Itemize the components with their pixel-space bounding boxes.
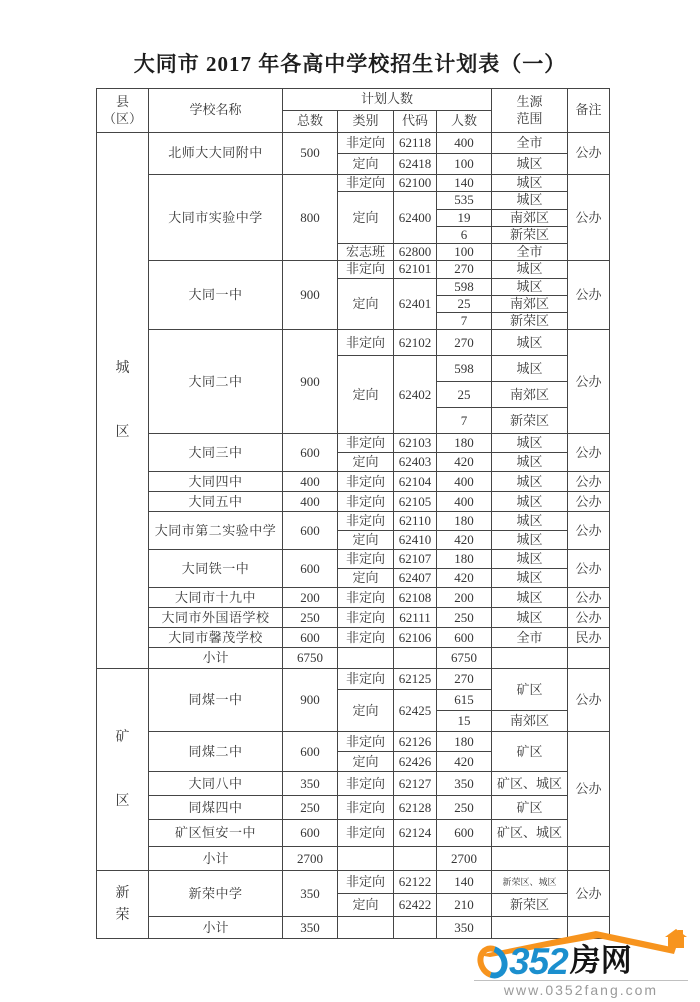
school-name-cell: 大同四中 <box>149 472 283 492</box>
count-cell: 600 <box>437 820 492 847</box>
count-cell: 140 <box>437 871 492 894</box>
header-count: 人数 <box>437 111 492 133</box>
code-cell: 62106 <box>394 628 437 648</box>
logo-url: www.0352fang.com <box>474 980 688 998</box>
category-cell: 非定向 <box>338 175 394 192</box>
table-row <box>97 772 610 796</box>
school-name-cell: 新荣中学 <box>149 871 283 917</box>
scope-cell: 城区 <box>492 330 568 356</box>
scope-cell: 南郊区 <box>492 209 568 226</box>
scope-cell: 城区 <box>492 434 568 453</box>
category-cell: 定向 <box>338 894 394 917</box>
count-cell: 270 <box>437 261 492 278</box>
header-category: 类别 <box>338 111 394 133</box>
table-row <box>97 472 610 492</box>
subtotal-label-cell: 小计 <box>149 648 283 669</box>
code-cell: 62105 <box>394 492 437 512</box>
remark-cell: 公办 <box>568 434 610 472</box>
total-cell: 350 <box>283 871 338 917</box>
code-cell: 62403 <box>394 453 437 472</box>
header-scope <box>492 89 568 133</box>
subtotal-row <box>97 648 610 669</box>
category-cell: 定向 <box>338 690 394 732</box>
enrollment-table-body <box>97 133 610 939</box>
total-cell: 500 <box>283 133 338 175</box>
count-cell: 400 <box>437 492 492 512</box>
total-cell: 900 <box>283 261 338 330</box>
count-cell: 140 <box>437 175 492 192</box>
scope-cell: 矿区、城区 <box>492 772 568 796</box>
count-cell: 180 <box>437 434 492 453</box>
count-cell: 180 <box>437 732 492 752</box>
scope-cell: 矿区、城区 <box>492 820 568 847</box>
scope-cell: 城区 <box>492 608 568 628</box>
total-cell: 600 <box>283 628 338 648</box>
code-cell: 62127 <box>394 772 437 796</box>
scope-cell: 矿区 <box>492 669 568 711</box>
subtotal-row <box>97 847 610 871</box>
school-name-cell: 大同一中 <box>149 261 283 330</box>
scope-cell: 新荣区 <box>492 408 568 434</box>
scope-cell: 城区 <box>492 356 568 382</box>
code-cell: 62122 <box>394 871 437 894</box>
header-scope-line2: 范围 <box>516 110 543 126</box>
category-cell: 宏志班 <box>338 244 394 261</box>
category-cell: 定向 <box>338 192 394 244</box>
code-cell: 62128 <box>394 796 437 820</box>
table-row <box>97 608 610 628</box>
school-name-cell: 矿区恒安一中 <box>149 820 283 847</box>
code-cell: 62111 <box>394 608 437 628</box>
scope-cell: 南郊区 <box>492 295 568 312</box>
subtotal-scope-cell <box>492 847 568 871</box>
header-plan-group: 计划人数 <box>283 89 492 111</box>
table-row <box>97 261 610 278</box>
subtotal-label-cell: 小计 <box>149 847 283 871</box>
scope-cell: 城区 <box>492 492 568 512</box>
total-cell: 600 <box>283 820 338 847</box>
code-cell: 62118 <box>394 133 437 154</box>
category-cell: 非定向 <box>338 512 394 531</box>
count-cell: 400 <box>437 472 492 492</box>
count-cell: 600 <box>437 628 492 648</box>
school-name-cell: 大同铁一中 <box>149 550 283 588</box>
district-cell: 城 区 <box>97 133 149 669</box>
subtotal-count-cell: 350 <box>437 917 492 939</box>
subtotal-category-cell <box>338 917 394 939</box>
scope-cell: 新荣区 <box>492 313 568 330</box>
school-name-cell: 同煤二中 <box>149 732 283 772</box>
header-school-name: 学校名称 <box>149 89 283 133</box>
category-cell: 定向 <box>338 154 394 175</box>
school-name-cell: 大同八中 <box>149 772 283 796</box>
school-name-cell: 大同市实验中学 <box>149 175 283 261</box>
scope-cell: 矿区 <box>492 796 568 820</box>
remark-cell: 公办 <box>568 871 610 917</box>
total-cell: 600 <box>283 550 338 588</box>
category-cell: 非定向 <box>338 628 394 648</box>
count-cell: 350 <box>437 772 492 796</box>
code-cell: 62400 <box>394 192 437 244</box>
count-cell: 100 <box>437 244 492 261</box>
code-cell: 62422 <box>394 894 437 917</box>
scope-cell: 城区 <box>492 175 568 192</box>
count-cell: 400 <box>437 133 492 154</box>
page-title: 大同市 2017 年各高中学校招生计划表（一） <box>133 52 567 76</box>
subtotal-total-cell: 6750 <box>283 648 338 669</box>
code-cell: 62407 <box>394 569 437 588</box>
scope-cell: 全市 <box>492 133 568 154</box>
scope-cell: 新荣区 <box>492 894 568 917</box>
remark-cell: 民办 <box>568 628 610 648</box>
count-cell: 19 <box>437 209 492 226</box>
school-name-cell: 大同市馨茂学校 <box>149 628 283 648</box>
logo-text <box>478 943 632 980</box>
category-cell: 定向 <box>338 356 394 434</box>
category-cell: 非定向 <box>338 434 394 453</box>
code-cell: 62110 <box>394 512 437 531</box>
table-row <box>97 550 610 569</box>
table-row <box>97 871 610 894</box>
total-cell: 600 <box>283 512 338 550</box>
count-cell: 6 <box>437 226 492 243</box>
remark-cell: 公办 <box>568 732 610 847</box>
enrollment-table <box>96 88 610 939</box>
total-cell: 400 <box>283 472 338 492</box>
remark-cell: 公办 <box>568 175 610 261</box>
count-cell: 7 <box>437 313 492 330</box>
header-district <box>97 89 149 133</box>
category-cell: 定向 <box>338 531 394 550</box>
code-cell: 62125 <box>394 669 437 690</box>
category-cell: 非定向 <box>338 588 394 608</box>
count-cell: 270 <box>437 669 492 690</box>
header-code: 代码 <box>394 111 437 133</box>
count-cell: 25 <box>437 295 492 312</box>
scope-cell: 城区 <box>492 261 568 278</box>
code-cell: 62425 <box>394 690 437 732</box>
code-cell: 62126 <box>394 732 437 752</box>
count-cell: 200 <box>437 588 492 608</box>
code-cell: 62402 <box>394 356 437 434</box>
count-cell: 7 <box>437 408 492 434</box>
school-name-cell: 大同市第二实验中学 <box>149 512 283 550</box>
logo-cn-text: 房网 <box>569 943 632 979</box>
code-cell: 62101 <box>394 261 437 278</box>
logo <box>472 927 694 999</box>
code-cell: 62426 <box>394 752 437 772</box>
subtotal-remark-cell <box>568 847 610 871</box>
category-cell: 非定向 <box>338 772 394 796</box>
subtotal-count-cell: 2700 <box>437 847 492 871</box>
count-cell: 598 <box>437 278 492 295</box>
school-name-cell: 大同市外国语学校 <box>149 608 283 628</box>
school-name-cell: 大同市十九中 <box>149 588 283 608</box>
code-cell: 62104 <box>394 472 437 492</box>
total-cell: 600 <box>283 732 338 772</box>
code-cell: 62100 <box>394 175 437 192</box>
subtotal-total-cell: 2700 <box>283 847 338 871</box>
header-district-line1: 县 <box>115 94 129 110</box>
scope-cell: 城区 <box>492 569 568 588</box>
category-cell: 非定向 <box>338 550 394 569</box>
category-cell: 非定向 <box>338 608 394 628</box>
category-cell: 非定向 <box>338 133 394 154</box>
code-cell: 62124 <box>394 820 437 847</box>
enrollment-table-container <box>96 88 610 939</box>
scope-cell: 城区 <box>492 588 568 608</box>
remark-cell: 公办 <box>568 261 610 330</box>
category-cell: 非定向 <box>338 472 394 492</box>
category-cell: 非定向 <box>338 492 394 512</box>
count-cell: 420 <box>437 453 492 472</box>
scope-cell: 南郊区 <box>492 382 568 408</box>
code-cell: 62401 <box>394 278 437 330</box>
count-cell: 25 <box>437 382 492 408</box>
header-total: 总数 <box>283 111 338 133</box>
total-cell: 900 <box>283 669 338 732</box>
remark-cell: 公办 <box>568 608 610 628</box>
district-cell: 新 荣 <box>97 871 149 939</box>
code-cell: 62418 <box>394 154 437 175</box>
scope-cell: 城区 <box>492 472 568 492</box>
scope-cell: 城区 <box>492 453 568 472</box>
header-scope-line1: 生源 <box>516 94 543 110</box>
count-cell: 270 <box>437 330 492 356</box>
category-cell: 非定向 <box>338 732 394 752</box>
total-cell: 400 <box>283 492 338 512</box>
subtotal-total-cell: 350 <box>283 917 338 939</box>
scope-cell: 新荣区、城区 <box>492 871 568 894</box>
subtotal-code-cell <box>394 648 437 669</box>
count-cell: 180 <box>437 512 492 531</box>
school-name-cell: 北师大大同附中 <box>149 133 283 175</box>
header-remark: 备注 <box>568 89 610 133</box>
table-row <box>97 512 610 531</box>
total-cell: 600 <box>283 434 338 472</box>
category-cell: 定向 <box>338 453 394 472</box>
remark-cell: 公办 <box>568 512 610 550</box>
table-row <box>97 588 610 608</box>
table-row <box>97 330 610 356</box>
category-cell: 定向 <box>338 278 394 330</box>
school-name-cell: 大同二中 <box>149 330 283 434</box>
scope-cell: 全市 <box>492 244 568 261</box>
count-cell: 250 <box>437 796 492 820</box>
scope-cell: 城区 <box>492 550 568 569</box>
category-cell: 非定向 <box>338 796 394 820</box>
district-cell: 矿 区 <box>97 669 149 871</box>
category-cell: 非定向 <box>338 330 394 356</box>
remark-cell: 公办 <box>568 133 610 175</box>
scope-cell: 城区 <box>492 531 568 550</box>
scope-cell: 城区 <box>492 154 568 175</box>
table-row <box>97 796 610 820</box>
remark-cell: 公办 <box>568 472 610 492</box>
school-name-cell: 大同五中 <box>149 492 283 512</box>
total-cell: 800 <box>283 175 338 261</box>
category-cell: 非定向 <box>338 669 394 690</box>
subtotal-code-cell <box>394 917 437 939</box>
scope-cell: 城区 <box>492 192 568 209</box>
table-row <box>97 133 610 154</box>
scope-cell: 南郊区 <box>492 711 568 732</box>
subtotal-scope-cell <box>492 648 568 669</box>
scope-cell: 全市 <box>492 628 568 648</box>
school-name-cell: 大同三中 <box>149 434 283 472</box>
category-cell: 非定向 <box>338 261 394 278</box>
table-row <box>97 732 610 752</box>
subtotal-label-cell: 小计 <box>149 917 283 939</box>
school-name-cell: 同煤四中 <box>149 796 283 820</box>
code-cell: 62800 <box>394 244 437 261</box>
remark-cell: 公办 <box>568 588 610 608</box>
count-cell: 535 <box>437 192 492 209</box>
remark-cell: 公办 <box>568 669 610 732</box>
scope-cell: 新荣区 <box>492 226 568 243</box>
remark-cell: 公办 <box>568 330 610 434</box>
remark-cell: 公办 <box>568 492 610 512</box>
count-cell: 420 <box>437 531 492 550</box>
scope-cell: 矿区 <box>492 732 568 772</box>
count-cell: 210 <box>437 894 492 917</box>
header-district-line2: （区） <box>102 110 142 126</box>
total-cell: 200 <box>283 588 338 608</box>
subtotal-category-cell <box>338 648 394 669</box>
category-cell: 定向 <box>338 569 394 588</box>
subtotal-category-cell <box>338 847 394 871</box>
code-cell: 62410 <box>394 531 437 550</box>
total-cell: 250 <box>283 608 338 628</box>
scope-cell: 城区 <box>492 278 568 295</box>
code-cell: 62102 <box>394 330 437 356</box>
logo-zero-ring-icon <box>472 940 514 984</box>
total-cell: 350 <box>283 772 338 796</box>
code-cell: 62103 <box>394 434 437 453</box>
table-row <box>97 628 610 648</box>
count-cell: 100 <box>437 154 492 175</box>
subtotal-code-cell <box>394 847 437 871</box>
code-cell: 62108 <box>394 588 437 608</box>
table-row <box>97 434 610 453</box>
category-cell: 非定向 <box>338 820 394 847</box>
table-row <box>97 492 610 512</box>
count-cell: 598 <box>437 356 492 382</box>
count-cell: 15 <box>437 711 492 732</box>
subtotal-count-cell: 6750 <box>437 648 492 669</box>
logo-digits: 352 <box>509 941 568 982</box>
remark-cell: 公办 <box>568 550 610 588</box>
count-cell: 420 <box>437 569 492 588</box>
total-cell: 250 <box>283 796 338 820</box>
school-name-cell: 同煤一中 <box>149 669 283 732</box>
count-cell: 250 <box>437 608 492 628</box>
code-cell: 62107 <box>394 550 437 569</box>
category-cell: 非定向 <box>338 871 394 894</box>
category-cell: 定向 <box>338 752 394 772</box>
count-cell: 180 <box>437 550 492 569</box>
table-row <box>97 669 610 690</box>
table-row <box>97 820 610 847</box>
count-cell: 615 <box>437 690 492 711</box>
table-row <box>97 175 610 192</box>
count-cell: 420 <box>437 752 492 772</box>
total-cell: 900 <box>283 330 338 434</box>
scope-cell: 城区 <box>492 512 568 531</box>
subtotal-remark-cell <box>568 648 610 669</box>
